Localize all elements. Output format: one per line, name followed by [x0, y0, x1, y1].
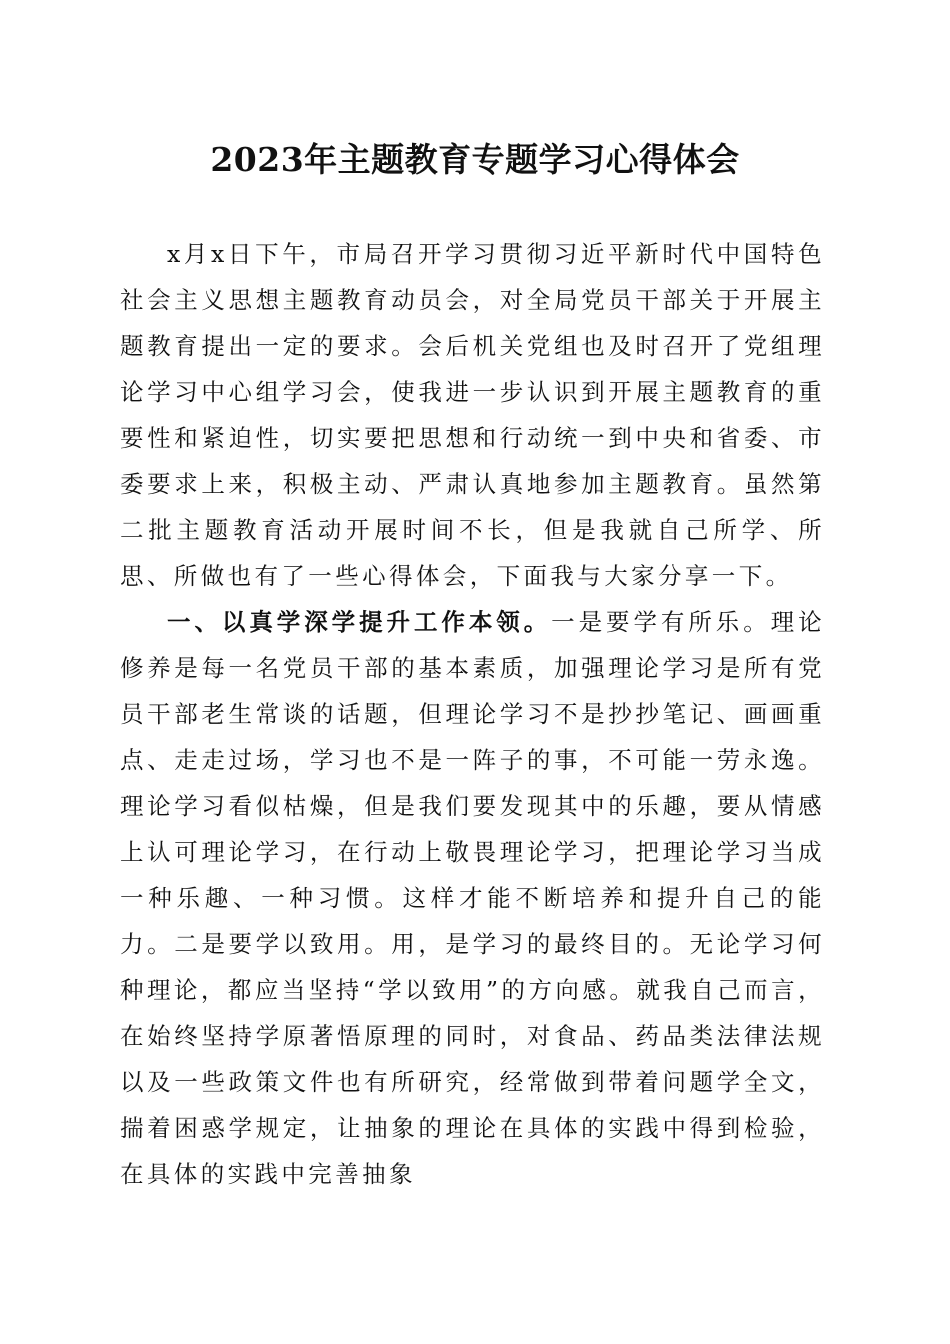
section-heading: 一、以真学深学提升工作本领。: [167, 608, 552, 636]
document-body: [120, 231, 825, 1197]
document-title: 2023年主题教育专题学习心得体会: [210, 140, 740, 179]
paragraph-text: x月x日下午，市局召开学习贯彻习近平新时代中国特色社会主义思想主题教育动员会，对全局党员干部关于开展主题教育提出一定的要求。会后机关党组也及时召开了党组理论学习中心组学习会，使我进一步认识到开展主题教育的重要性和紧迫性，切实要把思想和行动统一到中央和省委、市委要求上来，积极主动、严肃认真地参加主题教育。虽然第二批主题教育活动开展时间不长，但是我就自己所学、所思、所做也有了一些心得体会，下面我与大家分享一下。: [120, 240, 825, 590]
paragraph-text: 一是要学有所乐。理论修养是每一名党员干部的基本素质，加强理论学习是所有党员干部老生常谈的话题，但理论学习不是抄抄笔记、画画重点、走走过场，学习也不是一阵子的事，不可能一劳永逸。理论学习看似枯燥，但是我们要发现其中的乐趣，要从情感上认可理论学习，在行动上敬畏理论学习，把理论学习当成一种乐趣、一种习惯。这样才能不断培养和提升自己的能力。二是要学以致用。用，是学习的最终目的。无论学习何种理论，都应当坚持“学以致用”的方向感。就我自己而言，在始终坚持学原著悟原理的同时，对食品、药品类法律法规以及一些政策文件也有所研究，经常做到带着问题学全文，揣着困惑学规定，让抽象的理论在具体的实践中得到检验，在具体的实践中完善抽象: [120, 608, 826, 1188]
paragraph-intro: [120, 231, 825, 599]
paragraph-section-1: [120, 599, 825, 1197]
